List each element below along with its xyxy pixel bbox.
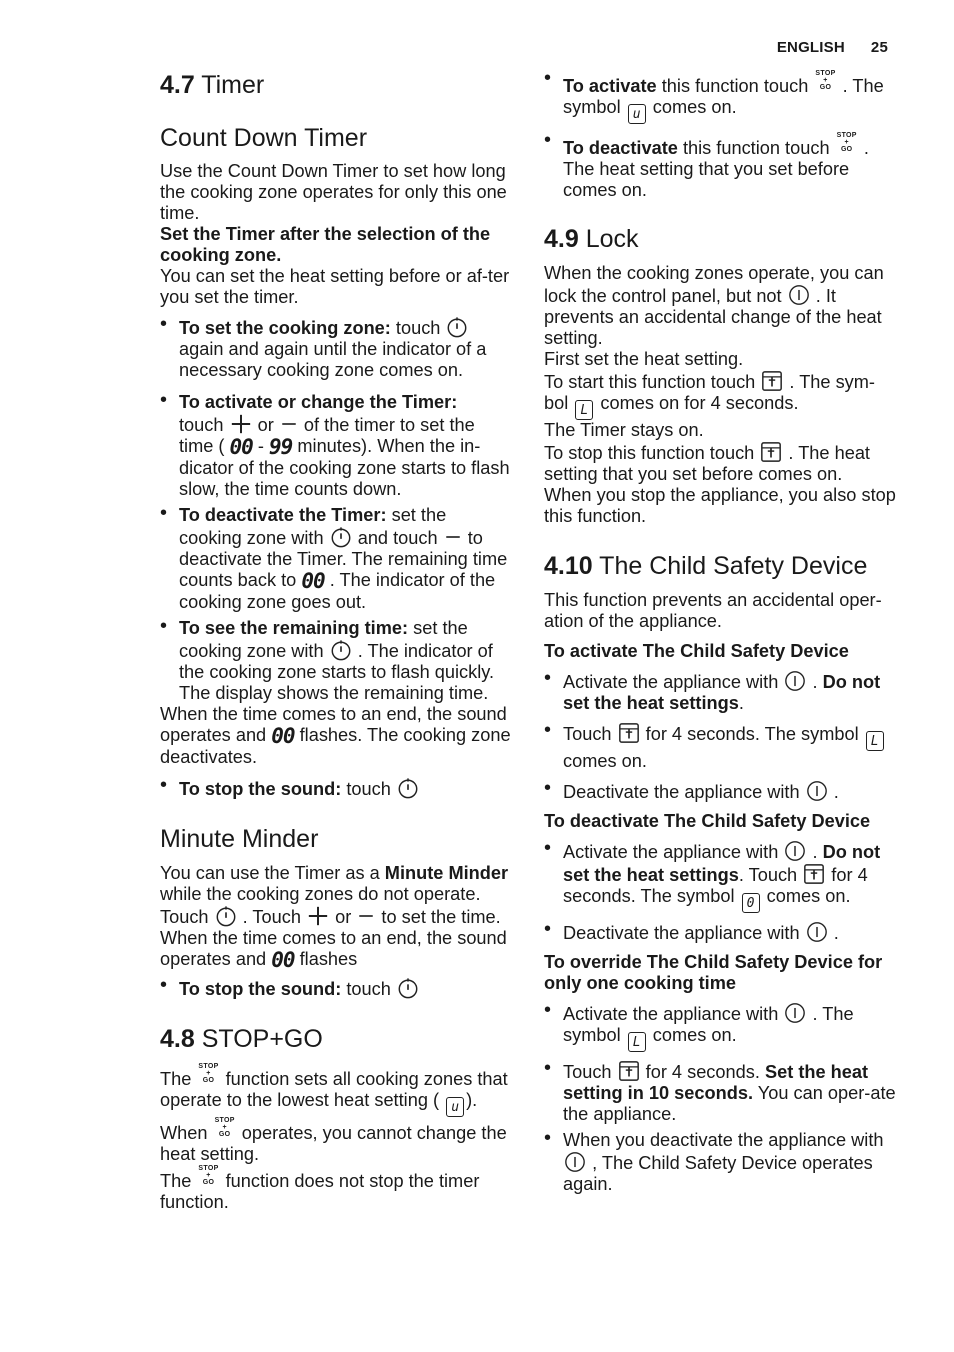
child-activate-list bbox=[544, 670, 896, 803]
timer-icon bbox=[397, 777, 419, 799]
right-column bbox=[544, 70, 896, 1195]
section-stopgo-heading: 4.8 STOP+GO bbox=[160, 1025, 323, 1053]
list-item: • To stop the sound: touch bbox=[160, 777, 512, 800]
lock-text-5: To stop this function touch . The heat setting that you set before comes on. bbox=[544, 443, 870, 484]
list-item: • To deactivate the Timer: set the cooking zone with and touch to deactivate the Timer. The remaining time counts back to 00 . The indicator of the cooking zone goes out. bbox=[160, 505, 512, 613]
symbol-u-box: u bbox=[446, 1097, 464, 1117]
page-number: 25 bbox=[870, 39, 888, 56]
sound-list bbox=[160, 777, 512, 800]
list-item: • Activate the appliance with . Do not set the heat settings. Touch for 4 seconds. The symbol 0 comes on. bbox=[544, 840, 896, 913]
power-icon bbox=[784, 840, 806, 862]
section-timer-heading: 4.7 Timer bbox=[160, 71, 265, 99]
minus-icon bbox=[280, 413, 298, 435]
child-override-heading: To override The Child Safety Device for only one cooking time bbox=[544, 952, 883, 993]
list-item: • Activate the appliance with . Do not set the heat settings. bbox=[544, 670, 896, 714]
list-item: • Touch for 4 seconds. Set the heat setting in 10 seconds. You can oper-ate the appliance. bbox=[544, 1060, 896, 1125]
stopgo-text-3: The STOP + GO function does not stop the timer function. bbox=[160, 1165, 480, 1212]
lock-key-icon bbox=[760, 441, 782, 463]
display-00: 00 bbox=[301, 569, 325, 593]
minus-icon bbox=[444, 526, 462, 548]
timer-icon bbox=[215, 905, 237, 927]
countdown-end-text: When the time comes to an end, the sound operates and 00 flashes. The cooking zone deactivates. bbox=[160, 704, 511, 767]
countdown-note: You can set the heat setting before or af-ter you set the timer. bbox=[160, 266, 510, 307]
power-icon bbox=[806, 780, 828, 802]
power-icon bbox=[564, 1151, 586, 1173]
page-header bbox=[777, 39, 888, 56]
symbol-u-box: u bbox=[628, 104, 646, 124]
list-item: • To activate or change the Timer: touch or of the timer to set the time ( 00 - 99 minutes). When the in-dicator of the cooking zone starts to flash slow, the time counts down. bbox=[160, 392, 512, 500]
stop-go-icon: STOP + GO bbox=[836, 132, 857, 153]
list-item: • Deactivate the appliance with . bbox=[544, 921, 896, 944]
stop-go-icon: STOP + GO bbox=[198, 1165, 219, 1186]
list-item: • Activate the appliance with . The symbol L comes on. bbox=[544, 1002, 896, 1052]
list-item: • Touch for 4 seconds. The symbol L comes on. bbox=[544, 722, 896, 772]
minute-minder-heading: Minute Minder bbox=[160, 825, 319, 853]
lock-key-icon bbox=[761, 370, 783, 392]
stop-go-icon: STOP + GO bbox=[815, 70, 836, 91]
minus-icon bbox=[357, 905, 375, 927]
symbol-0-box: 0 bbox=[742, 893, 760, 913]
lock-key-icon bbox=[618, 1060, 640, 1082]
timer-icon bbox=[330, 639, 352, 661]
lock-text-2: First set the heat setting. bbox=[544, 349, 744, 369]
power-icon bbox=[806, 921, 828, 943]
display-00: 00 bbox=[271, 948, 295, 972]
countdown-bold-note: Set the Timer after the selection of the cooking zone. bbox=[160, 224, 491, 265]
stop-go-icon: STOP + GO bbox=[198, 1063, 219, 1084]
timer-icon bbox=[330, 526, 352, 548]
symbol-L-box: L bbox=[628, 1032, 646, 1052]
list-item: • To deactivate this function touch STOP + GO . The heat setting that you set before comes on. bbox=[544, 132, 896, 201]
power-icon bbox=[788, 284, 810, 306]
section-lock-heading: 4.9 Lock bbox=[544, 225, 639, 253]
stopgo-text-2: When STOP + GO operates, you cannot change the heat setting. bbox=[160, 1117, 507, 1164]
display-99: 99 bbox=[269, 435, 293, 459]
plus-icon bbox=[307, 905, 329, 927]
child-deactivate-list bbox=[544, 840, 896, 944]
lock-text-4: The Timer stays on. bbox=[544, 420, 704, 440]
minute-sound-list bbox=[160, 977, 512, 1000]
list-item: • To stop the sound: touch bbox=[160, 977, 512, 1000]
left-column bbox=[160, 70, 512, 1213]
lock-text-3: To start this function touch . The sym-bol L comes on for 4 seconds. bbox=[544, 372, 875, 418]
child-intro: This function prevents an accidental oper-ation of the appliance. bbox=[544, 590, 882, 631]
timer-icon bbox=[397, 977, 419, 999]
section-child-heading: 4.10 The Child Safety Device bbox=[544, 552, 868, 580]
countdown-intro: Use the Count Down Timer to set how long the cooking zone operates for only this one time. bbox=[160, 161, 507, 223]
lock-text-1: When the cooking zones operate, you can lock the control panel, but not . It prevents an accidental change of the heat setting. bbox=[544, 263, 884, 348]
lock-key-icon bbox=[618, 722, 640, 744]
stopgo-text-1: The STOP + GO function sets all cooking zones that operate to the lowest heat setting ( u ). bbox=[160, 1063, 508, 1115]
child-deactivate-heading: To deactivate The Child Safety Device bbox=[544, 811, 871, 831]
child-override-list bbox=[544, 1002, 896, 1195]
display-00: 00 bbox=[229, 435, 253, 459]
lock-key-icon bbox=[803, 863, 825, 885]
timer-icon bbox=[446, 316, 468, 338]
stopgo-list bbox=[544, 70, 896, 201]
symbol-L-box: L bbox=[575, 400, 593, 420]
countdown-heading: Count Down Timer bbox=[160, 124, 368, 152]
header-language: ENGLISH bbox=[776, 39, 845, 56]
list-item: • To activate this function touch STOP + GO . The symbol u comes on. bbox=[544, 70, 896, 124]
child-activate-heading: To activate The Child Safety Device bbox=[544, 641, 849, 661]
list-item: • Deactivate the appliance with . bbox=[544, 780, 896, 803]
list-item: • When you deactivate the appliance with , The Child Safety Device operates again. bbox=[544, 1130, 896, 1195]
list-item: • To see the remaining time: set the cooking zone with . The indicator of the cooking zone starts to flash quickly. The display shows the remaining time. bbox=[160, 618, 512, 704]
plus-icon bbox=[230, 413, 252, 435]
power-icon bbox=[784, 670, 806, 692]
symbol-L-box: L bbox=[866, 731, 884, 751]
countdown-list bbox=[160, 316, 512, 704]
display-00: 00 bbox=[271, 724, 295, 748]
minute-minder-text: You can use the Timer as a Minute Minder while the cooking zones do not operate. Touch . Touch or to set the time. When the time comes to an end, the sound operates and 00 flashes bbox=[160, 863, 509, 972]
lock-text-6: When you stop the appliance, you also stop this function. bbox=[544, 485, 896, 526]
power-icon bbox=[784, 1002, 806, 1024]
stop-go-icon: STOP + GO bbox=[214, 1117, 235, 1138]
list-item: • To set the cooking zone: touch again and again until the indicator of a necessary cooking zone comes on. bbox=[160, 316, 512, 381]
